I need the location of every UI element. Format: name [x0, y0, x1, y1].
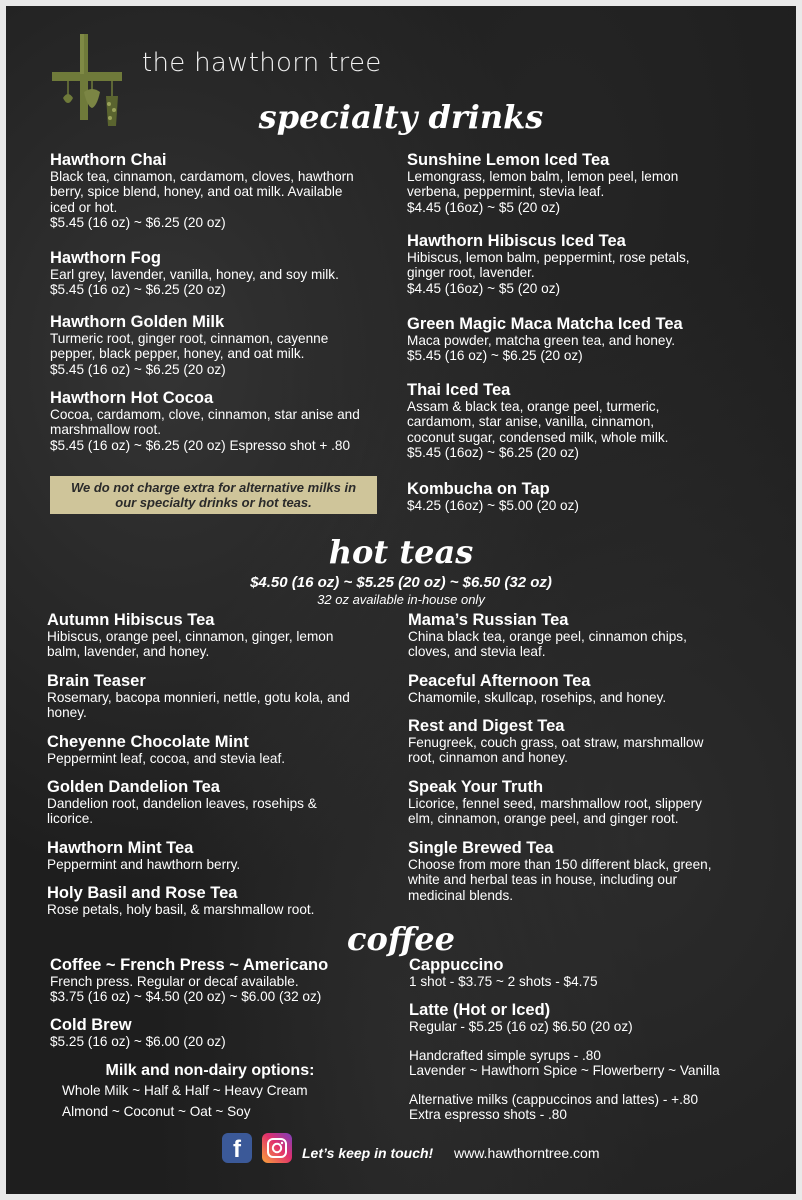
item-description-line: Assam & black tea, orange peel, turmeric,	[407, 399, 660, 414]
menu-item	[47, 611, 392, 660]
item-name: Cheyenne Chocolate Mint	[47, 733, 249, 751]
item-description-line: berry, spice blend, honey, and oat milk. Available	[50, 184, 343, 200]
extras-line: Alternative milks (cappuccinos and lattes) - +.80	[409, 1092, 698, 1107]
item-description-line: Hibiscus, orange peel, cinnamon, ginger, lemon	[47, 629, 334, 644]
item-description-line: Turmeric root, ginger root, cinnamon, cayenne	[50, 331, 329, 346]
item-description-line: Earl grey, lavender, vanilla, honey, and soy milk.	[50, 267, 339, 282]
item-description-line: $5.45 (16 oz) ~ $6.25 (20 oz)	[407, 348, 583, 364]
item-description-line: cardamom, star anise, vanilla, cinnamon,	[407, 414, 655, 430]
item-name: Golden Dandelion Tea	[47, 778, 220, 796]
menu-item	[407, 315, 752, 364]
item-name: Hawthorn Chai	[50, 151, 167, 169]
item-description-line: $5.45 (16oz) ~ $6.25 (20 oz)	[407, 445, 579, 461]
note-line: our specialty drinks or hot teas.	[115, 495, 312, 510]
item-description-line: China black tea, orange peel, cinnamon chips,	[408, 629, 687, 644]
item-description-line: Choose from more than 150 different black, green,	[408, 857, 712, 872]
menu-item	[407, 480, 752, 513]
menu-item	[408, 672, 758, 705]
menu-item	[50, 151, 390, 231]
extras-line: Extra espresso shots - .80	[409, 1107, 567, 1123]
item-description-line: ginger root, lavender.	[407, 265, 535, 281]
item-name: Mama’s Russian Tea	[408, 611, 569, 629]
item-description-line: 1 shot - $3.75 ~ 2 shots - $4.75	[409, 974, 598, 989]
coffee-title: coffee	[346, 920, 455, 958]
syrups-block	[409, 1048, 720, 1079]
item-name: Cappuccino	[409, 956, 504, 974]
item-name: Coffee ~ French Press ~ Americano	[50, 956, 329, 974]
menu-item	[47, 884, 392, 917]
item-description-line: Lemongrass, lemon balm, lemon peel, lemon	[407, 169, 679, 184]
menu-item	[408, 611, 758, 660]
menu-item	[407, 381, 752, 461]
alt-milk-note	[50, 476, 377, 514]
item-description-line: $4.45 (16oz) ~ $5 (20 oz)	[407, 199, 561, 215]
milk-options-title: Milk and non-dairy options:	[105, 1062, 315, 1079]
footer-tagline: Let’s keep in touch!	[302, 1145, 434, 1161]
menu-board	[6, 6, 796, 1194]
item-name: Peaceful Afternoon Tea	[408, 672, 591, 690]
item-description-line: elm, cinnamon, orange peel, and ginger root.	[408, 811, 679, 827]
menu-item	[407, 151, 752, 215]
hot-teas-price: $4.50 (16 oz) ~ $5.25 (20 oz) ~ $6.50 (32 oz)	[250, 574, 552, 591]
item-name: Speak Your Truth	[408, 778, 544, 796]
menu-item	[409, 1001, 759, 1034]
item-name: Hawthorn Fog	[50, 249, 161, 267]
facebook-icon[interactable]: f	[222, 1133, 252, 1163]
item-description-line: iced or hot.	[50, 199, 118, 215]
item-description-line: French press. Regular or decaf available.	[50, 974, 299, 989]
item-description-line: Regular - $5.25 (16 oz) $6.50 (20 oz)	[409, 1019, 633, 1034]
item-description-line: Peppermint and hawthorn berry.	[47, 857, 241, 872]
note-line: We do not charge extra for alternative milks in	[70, 480, 357, 495]
item-description-line: Rosemary, bacopa monnieri, nettle, gotu kola, and	[47, 690, 350, 705]
item-name: Kombucha on Tap	[407, 480, 550, 498]
menu-item	[47, 778, 392, 827]
item-description-line: $4.45 (16oz) ~ $5 (20 oz)	[407, 280, 561, 296]
item-description-line: $3.75 (16 oz) ~ $4.50 (20 oz) ~ $6.00 (32 oz)	[50, 989, 322, 1005]
item-description-line: balm, lavender, and honey.	[47, 644, 210, 660]
item-name: Latte (Hot or Iced)	[409, 1001, 551, 1019]
item-description-line: $5.25 (16 oz) ~ $6.00 (20 oz)	[50, 1034, 226, 1049]
alt-milk-block	[409, 1092, 698, 1123]
menu-item	[409, 956, 759, 989]
menu-item	[50, 1016, 390, 1049]
item-description-line: $5.45 (16 oz) ~ $6.25 (20 oz)	[50, 282, 226, 298]
item-name: Cold Brew	[50, 1016, 132, 1034]
menu-item	[408, 717, 758, 766]
brand-name: the hawthorn tree	[142, 48, 382, 78]
item-description-line: Rose petals, holy basil, & marshmallow root.	[47, 902, 315, 917]
item-description-line: $5.45 (16 oz) ~ $6.25 (20 oz) Espresso shot + .80	[50, 437, 350, 453]
extras-line: Handcrafted simple syrups - .80	[409, 1048, 601, 1063]
item-description-line: white and herbal teas in house, including our	[408, 872, 678, 888]
item-description-line: Dandelion root, dandelion leaves, rosehips &	[47, 796, 317, 811]
item-name: Sunshine Lemon Iced Tea	[407, 151, 610, 169]
milk-options-line: Almond ~ Coconut ~ Oat ~ Soy	[62, 1104, 251, 1119]
item-description-line: honey.	[47, 705, 87, 721]
item-name: Hawthorn Mint Tea	[47, 839, 194, 857]
item-name: Holy Basil and Rose Tea	[47, 884, 238, 902]
item-name: Hawthorn Golden Milk	[50, 313, 225, 331]
hot-teas-title: hot teas	[328, 533, 474, 571]
extras-line: Lavender ~ Hawthorn Spice ~ Flowerberry ~ Vanilla	[409, 1063, 720, 1079]
menu-item	[47, 839, 392, 872]
item-description-line: Chamomile, skullcap, rosehips, and honey.	[408, 690, 667, 705]
menu-item	[408, 778, 758, 827]
item-description-line: $4.25 (16oz) ~ $5.00 (20 oz)	[407, 498, 579, 513]
item-description-line: Hibiscus, lemon balm, peppermint, rose petals,	[407, 250, 690, 265]
menu-item	[50, 249, 390, 298]
item-name: Green Magic Maca Matcha Iced Tea	[407, 315, 683, 333]
website-link[interactable]: www.hawthorntree.com	[454, 1145, 600, 1161]
hot-teas-subnote: 32 oz available in-house only	[317, 592, 485, 607]
item-description-line: verbena, peppermint, stevia leaf.	[407, 184, 605, 200]
item-description-line: pepper, black pepper, honey, and oat milk.	[50, 346, 305, 362]
item-name: Autumn Hibiscus Tea	[47, 611, 215, 629]
item-description-line: marshmallow root.	[50, 422, 162, 438]
item-description-line: Maca powder, matcha green tea, and honey.	[407, 333, 676, 348]
item-description-line: medicinal blends.	[408, 887, 514, 903]
menu-item	[50, 313, 390, 377]
menu-item	[407, 232, 752, 296]
item-description-line: Black tea, cinnamon, cardamom, cloves, hawthorn	[50, 169, 354, 184]
item-description-line: licorice.	[47, 811, 94, 827]
item-description-line: $5.45 (16 oz) ~ $6.25 (20 oz)	[50, 215, 226, 231]
item-description-line: $5.45 (16 oz) ~ $6.25 (20 oz)	[50, 361, 226, 377]
item-description-line: Peppermint leaf, cocoa, and stevia leaf.	[47, 751, 286, 766]
item-name: Rest and Digest Tea	[408, 717, 565, 735]
item-name: Hawthorn Hot Cocoa	[50, 389, 214, 407]
menu-item	[408, 839, 758, 903]
item-description-line: Licorice, fennel seed, marshmallow root, slippery	[408, 796, 702, 811]
menu-item	[47, 733, 392, 766]
instagram-icon[interactable]	[262, 1133, 292, 1163]
item-name: Single Brewed Tea	[408, 839, 554, 857]
menu-item	[50, 389, 390, 453]
menu-item	[47, 672, 392, 721]
item-name: Brain Teaser	[47, 672, 146, 690]
item-description-line: Cocoa, cardamom, clove, cinnamon, star anise and	[50, 407, 360, 422]
specialty-title: specialty drinks	[258, 98, 544, 136]
milk-options-line: Whole Milk ~ Half & Half ~ Heavy Cream	[62, 1083, 308, 1098]
item-description-line: Fenugreek, couch grass, oat straw, marshmallow	[408, 735, 704, 750]
item-description-line: root, cinnamon and honey.	[408, 750, 568, 766]
menu-item	[50, 956, 390, 1005]
item-name: Thai Iced Tea	[407, 381, 511, 399]
item-description-line: coconut sugar, condensed milk, whole milk.	[407, 429, 669, 445]
item-description-line: cloves, and stevia leaf.	[408, 644, 546, 660]
item-name: Hawthorn Hibiscus Iced Tea	[407, 232, 626, 250]
